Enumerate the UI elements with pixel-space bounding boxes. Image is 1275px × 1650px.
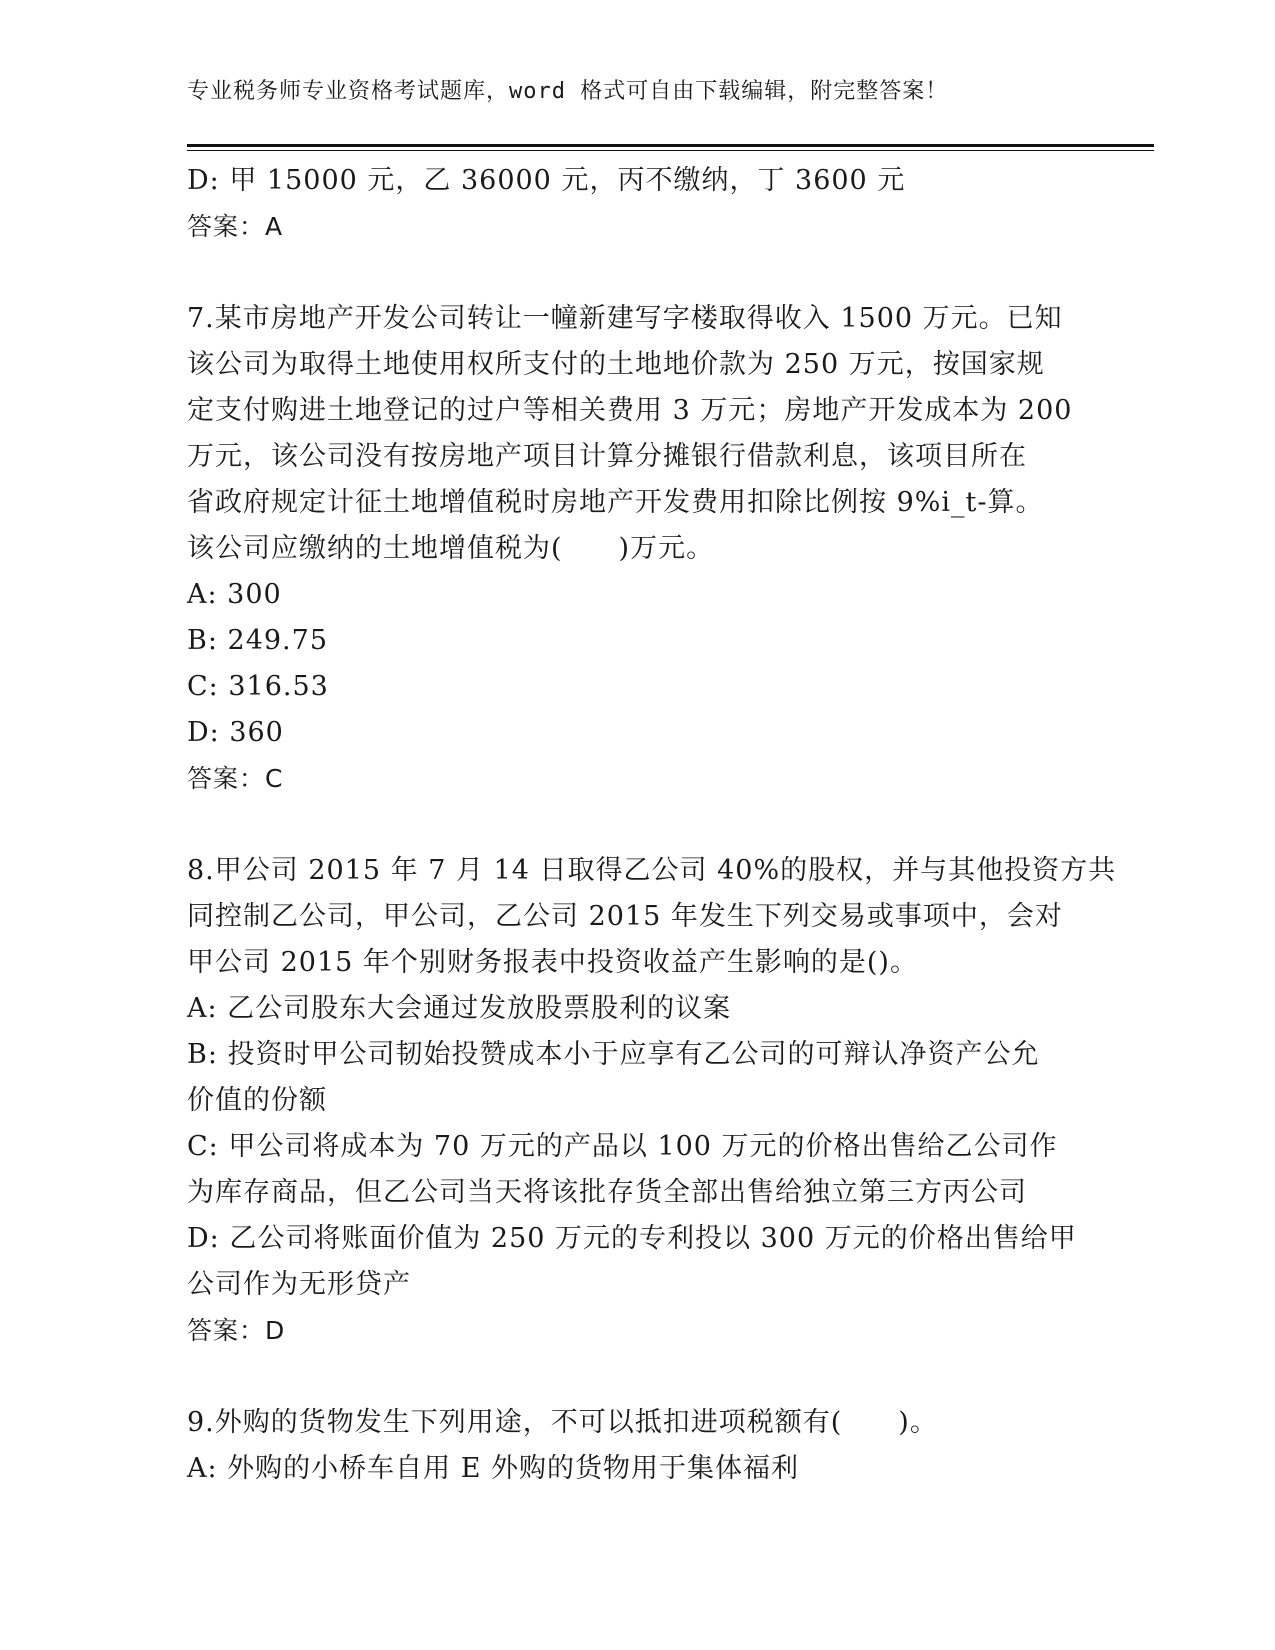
question-text-line: 8.甲公司 2015 年 7 月 14 日取得乙公司 40%的股权，并与其他投资方共 xyxy=(187,855,1117,886)
question-block xyxy=(187,296,1087,802)
option-line: 公司作为无形贷产 xyxy=(187,1269,411,1300)
answer-line: 答案：C xyxy=(187,764,284,793)
page-header: 专业税务师专业资格考试题库，word 格式可自由下载编辑，附完整答案！ xyxy=(187,79,949,104)
option-line: 价值的份额 xyxy=(187,1085,327,1116)
option-line: A: 外购的小桥车自用 E 外购的货物用于集体福利 xyxy=(187,1453,800,1484)
question-block xyxy=(187,848,1117,1354)
question-text-line: 该公司为取得土地使用权所支付的土地地价款为 250 万元，按国家规 xyxy=(187,349,1045,380)
header-rule-thick xyxy=(187,144,1154,147)
option-line: C: 甲公司将成本为 70 万元的产品以 100 万元的价格出售给乙公司作 xyxy=(187,1131,1058,1162)
question-text-line: 定支付购进土地登记的过户等相关费用 3 万元；房地产开发成本为 200 xyxy=(187,395,1073,426)
spacer xyxy=(187,1354,1087,1400)
option-line: D: 乙公司将账面价值为 250 万元的专利投以 300 万元的价格出售给甲 xyxy=(187,1223,1077,1254)
question-block xyxy=(187,158,1087,250)
question-text-line: 7.某市房地产开发公司转让一幢新建写字楼取得收入 1500 万元。已知 xyxy=(187,303,1063,334)
question-block xyxy=(187,1400,1087,1492)
option-line: A: 乙公司股东大会通过发放股票股利的议案 xyxy=(187,993,732,1024)
document-body xyxy=(187,158,1117,1492)
question-text-line: 省政府规定计征土地增值税时房地产开发费用扣除比例按 9%i_t-算。 xyxy=(187,487,1044,518)
option-line: B: 249.75 xyxy=(187,625,328,656)
option-line: D: 甲 15000 元，乙 36000 元，丙不缴纳，丁 3600 元 xyxy=(187,165,906,196)
answer-line: 答案：A xyxy=(187,212,284,241)
spacer xyxy=(187,802,1087,848)
question-text-line: 该公司应缴纳的土地增值税为( )万元。 xyxy=(187,533,715,564)
option-line: B: 投资时甲公司韧始投赞成本小于应享有乙公司的可辩认净资产公允 xyxy=(187,1039,1040,1070)
question-text-line: 万元，该公司没有按房地产项目计算分摊银行借款利息，该项目所在 xyxy=(187,441,1027,472)
header-rule-thin xyxy=(187,150,1154,151)
spacer xyxy=(187,250,1087,296)
option-line: 为库存商品，但乙公司当天将该批存货全部出售给独立第三方丙公司 xyxy=(187,1177,1027,1208)
option-line: A: 300 xyxy=(187,579,282,610)
option-line: D: 360 xyxy=(187,717,284,748)
question-text-line: 同控制乙公司，甲公司，乙公司 2015 年发生下列交易或事项中，会对 xyxy=(187,901,1063,932)
question-text-line: 甲公司 2015 年个别财务报表中投资收益产生影响的是()。 xyxy=(187,947,918,978)
option-line: C: 316.53 xyxy=(187,671,329,702)
answer-line: 答案：D xyxy=(187,1316,286,1345)
question-text-line: 9.外购的货物发生下列用途，不可以抵扣进项税额有( )。 xyxy=(187,1407,938,1438)
